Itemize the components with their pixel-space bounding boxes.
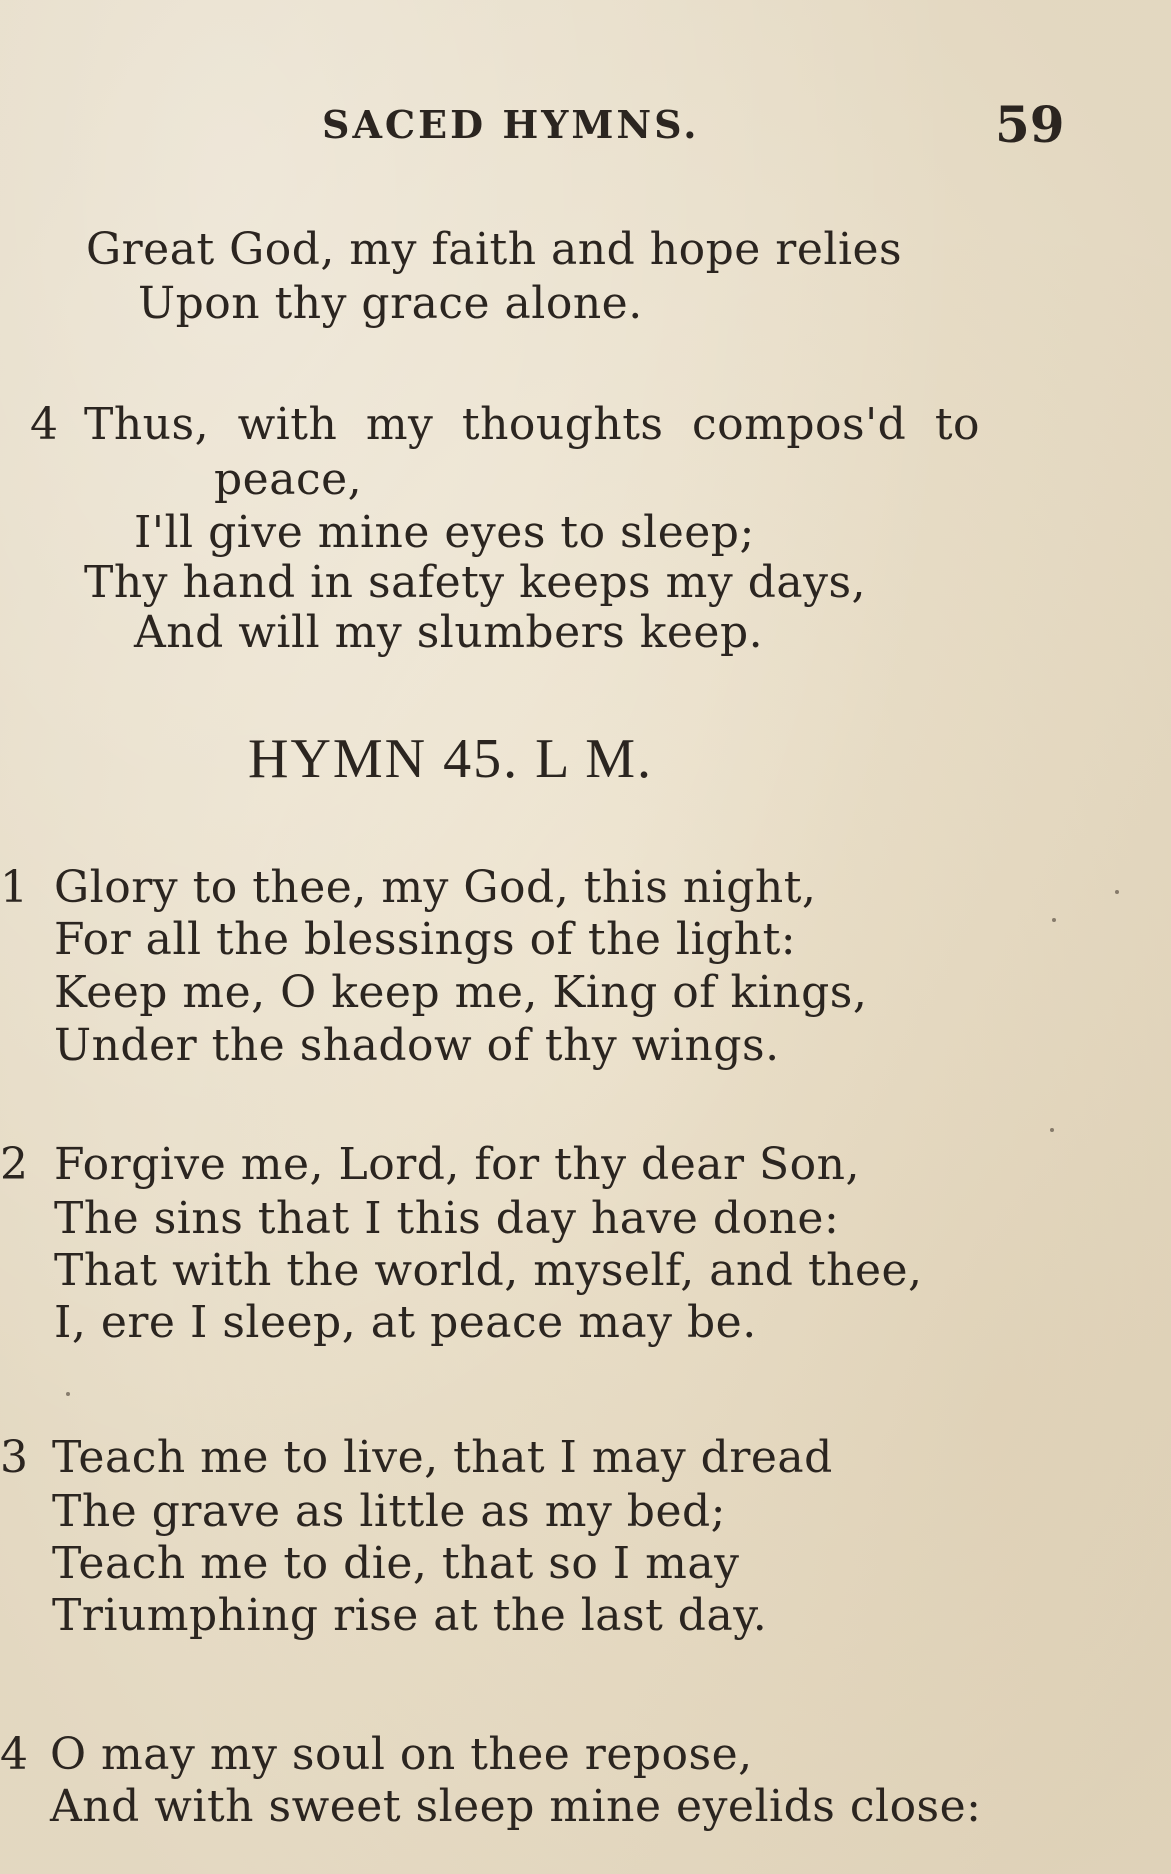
verse-line: Keep me, O keep me, King of kings, xyxy=(54,967,868,1018)
paper-speck xyxy=(1115,890,1119,894)
verse-line: That with the world, myself, and thee, xyxy=(54,1245,923,1296)
verse-line: For all the blessings of the light: xyxy=(54,914,797,965)
paper-speck xyxy=(1052,918,1056,922)
verse-line: peace, xyxy=(214,454,363,505)
verse-line: Teach me to live, that I may dread xyxy=(52,1432,833,1483)
stanza-number: 1 xyxy=(0,862,28,913)
verse-line: Under the shadow of thy wings. xyxy=(54,1020,780,1071)
verse-line: I'll give mine eyes to sleep; xyxy=(134,507,755,558)
verse-line: The grave as little as my bed; xyxy=(52,1486,726,1537)
verse-line: I, ere I sleep, at peace may be. xyxy=(54,1297,757,1348)
running-head: SACED HYMNS. xyxy=(322,102,700,147)
verse-line: Forgive me, Lord, for thy dear Son, xyxy=(54,1139,860,1190)
verse-line: O may my soul on thee repose, xyxy=(50,1729,753,1780)
verse-line: Upon thy grace alone. xyxy=(138,278,643,329)
verse-line: Teach me to die, that so I may xyxy=(52,1538,740,1589)
verse-line: Triumphing rise at the last day. xyxy=(52,1590,768,1641)
paper-speck xyxy=(66,1392,70,1396)
verse-line: Thy hand in safety keeps my days, xyxy=(84,557,867,608)
verse-line: The sins that I this day have done: xyxy=(54,1193,840,1244)
stanza-number: 2 xyxy=(0,1139,28,1190)
page-number: 59 xyxy=(995,95,1065,154)
verse-line: And will my slumbers keep. xyxy=(134,607,764,658)
hymn-title: HYMN 45. L M. xyxy=(248,728,654,790)
stanza-number: 4 xyxy=(0,1729,28,1780)
verse-line: Thus, with my thoughts compos'd to xyxy=(84,399,980,450)
stanza-number: 3 xyxy=(0,1432,28,1483)
verse-line: Glory to thee, my God, this night, xyxy=(54,862,817,913)
verse-line: And with sweet sleep mine eyelids close: xyxy=(50,1781,982,1832)
stanza-number: 4 xyxy=(30,399,58,450)
verse-line: Great God, my faith and hope relies xyxy=(86,224,903,275)
paper-speck xyxy=(1050,1128,1054,1132)
